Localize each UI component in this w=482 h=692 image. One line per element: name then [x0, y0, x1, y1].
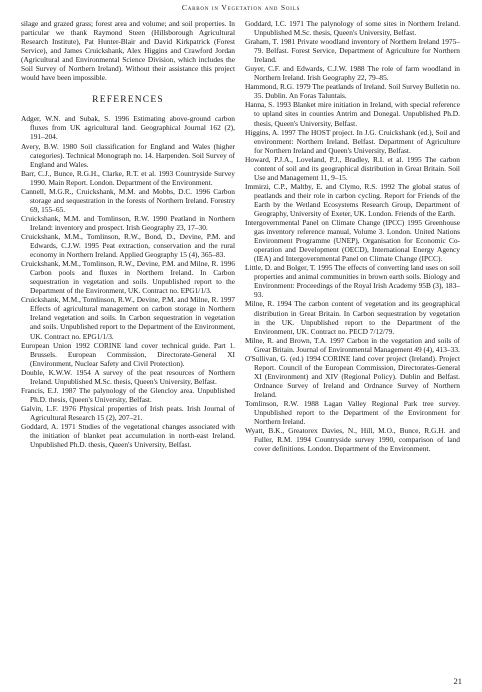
reference-entry: Intergovernmental Panel on Climate Change (IPCC) 1995 Greenhouse gas inventory reference manual, Volume 3. London. United Nations Environment Programme (UNEP), Organisation for Economic Co-operation and Development (OECD), International Energy Agency (IEA) and Intergovernmental Panel on Climate Change (IPCC). [245, 218, 460, 264]
reference-entry: Guyer, C.F. and Edwards, C.J.W. 1988 The role of farm woodland in Northern Ireland. Irish Geography 22, 79–85. [245, 64, 460, 83]
reference-entry: Hammond, R.G. 1979 The peatlands of Ireland. Soil Survey Bulletin no. 35. Dublin. An Foras Taluntais. [245, 82, 460, 101]
reference-entry: O'Sullivan, G. (ed.) 1994 CORINE land cover project (Ireland). Project Report. Council of the European Commission, Directorates-General XI (Environment) and XIV (Regional Policy). Dublin and Belfast. Ordnance Survey of Ireland and Ordnance Survey of Northern Ireland. [245, 353, 460, 399]
reference-entry: Wyatt, B.K., Greatorex Davies, N., Hill, M.O., Bunce, R.G.H. and Fuller, R.M. 1994 Countryside survey 1990, comparison of land cover definitions. London. Department of the Environment. [245, 426, 460, 454]
reference-entry: Little, D. and Bolger, T. 1995 The effects of converting land uses on soil properties and animal communities in brown earth soils. Biology and Environment: Proceedings of the Royal Irish Academy 95B (3), 183–93. [245, 263, 460, 300]
reference-entry: Higgins, A. 1997 The HOST project. In J.G. Cruickshank (ed.), Soil and environment: Northern Ireland. Belfast. Department of Agriculture for Northern Ireland and Queen's University, Belfast. [245, 127, 460, 155]
references-heading: REFERENCES [92, 95, 164, 106]
reference-entry: Avery, B.W. 1980 Soil classification for England and Wales (higher categories). Technical Monograph no. 14. Harpenden. Soil Survey of England and Wales. [21, 141, 235, 169]
reference-entry: Cruickshank, M.M., Tomlinson, R.W., Devine, P.M. and Milne, R. 1996 Carbon pools and fluxes in Northern Ireland. In Carbon sequestration in vegetation and soils. Unpublished report to the Department of the Environment, UK. Contract no. EPG1/1/3. [21, 259, 235, 296]
reference-entry: Cruickshank, M.M., Tomlinson, R.W., Bond, D., Devine, P.M. and Edwards, C.J.W. 1995 Peat extraction, conservation and the rural economy in Northern Ireland. Applied Geography 15 (4), 365–83. [21, 231, 235, 260]
reference-entry: Francis, E.J. 1987 The palynology of the Glencloy area. Unpublished Ph.D. thesis, Queen's University, Belfast. [21, 385, 235, 404]
reference-entry: Howard, P.J.A., Loveland, P.J., Bradley, R.I. et al. 1995 The carbon content of soil and its geographical distribution in Great Britain. Soil Use and Management 11, 9–15. [245, 154, 460, 182]
reference-entry: Barr, C.J., Bunce, R.G.H., Clarke, R.T. et al. 1993 Countryside Survey 1990. Main Report. London. Department of the Environment. [21, 168, 235, 187]
references-list-left [21, 114, 235, 449]
reference-entry: Immirzi, C.P., Maltby, E. and Clymo, R.S. 1992 The global status of peatlands and their role in carbon cycling. Report for Friends of the Earth by the Wetland Ecosystems Research Group, Department of Geography, University of Exeter, UK. London. Friends of the Earth. [245, 181, 460, 218]
reference-entry: Galvin, L.F. 1976 Physical properties of Irish peats. Irish Journal of Agricultural Research 15 (2), 207–21. [21, 403, 235, 422]
reference-entry: Milne, R. 1994 The carbon content of vegetation and its geographical distribution in Great Britain. In Carbon sequestration by vegetation in the UK. Unpublished report to the Department of the Environment, UK. Contract no. PECD 7/12/79. [245, 299, 460, 336]
left-column [21, 19, 235, 449]
reference-entry: Goddard, A. 1971 Studies of the vegetational changes associated with the initiation of blanket peat accumulation in north-east Ireland. Unpublished Ph.D. thesis, Queen's University, Belfast. [21, 421, 235, 450]
acknowledgements-text: silage and grazed grass; forest area and volume; and soil properties. In particular we thank Raymond Steen (Hillsborough Agricultural Research Institute), Pat Hunter-Blair and David Kirkpatrick (Forest Service), and James Cruickshank, Alex Higgins and Crawford Jordan (Agricultural and Environmental Science Division, which includes the Soil Survey of Northern Ireland). Without their assistance this project would have been impossible. [21, 19, 235, 83]
reference-entry: Hanna, S. 1993 Blanket mire initiation in Ireland, with special reference to upland sites in counties Antrim and Donegal. Unpublished Ph.D. thesis, Queen's University, Belfast. [245, 100, 460, 128]
references-list-right [245, 19, 460, 453]
right-column [245, 19, 460, 453]
running-header: Carbon in Vegetation and Soils [181, 3, 301, 12]
reference-entry: Adger, W.N. and Subak, S. 1996 Estimating above-ground carbon fluxes from UK agricultural land. Geographical Journal 162 (2), 191–204. [21, 114, 235, 142]
reference-entry: Milne, R. and Brown, T.A. 1997 Carbon in the vegetation and soils of Great Britain. Journal of Environmental Management 49 (4), 413–33. [245, 335, 460, 354]
page-number: 21 [453, 676, 462, 686]
reference-entry: Cruickshank, M.M. and Tomlinson, R.W. 1990 Peatland in Northern Ireland: inventory and prospect. Irish Geography 23, 17–30. [21, 213, 235, 232]
reference-entry: Graham, T. 1981 Private woodland inventory of Northern Ireland 1975–79. Belfast. Forest Service, Department of Agriculture for Northern Ireland. [245, 37, 460, 65]
reference-entry: Tomlinson, R.W. 1988 Lagan Valley Regional Park tree survey. Unpublished report to the Department of the Environment for Northern Ireland. [245, 398, 460, 427]
reference-entry: Goddard, I.C. 1971 The palynology of some sites in Northern Ireland. Unpublished M.Sc. thesis, Queen's University, Belfast. [245, 19, 460, 38]
reference-entry: Double, K.W.W. 1954 A survey of the peat resources of Northern Ireland. Unpublished M.Sc. thesis, Queen's University, Belfast. [21, 367, 235, 386]
reference-entry: Cannell, M.G.R., Cruickshank, M.M. and Mobbs, D.C. 1996 Carbon storage and sequestration in the forests of Northern Ireland. Forestry 69, 155–65. [21, 186, 235, 214]
reference-entry: Cruickshank, M.M., Tomlinson, R.W., Devine, P.M. and Milne, R. 1997 Effects of agricultural management on carbon storage in Northern Ireland vegetation and soils. In Carbon sequestration in vegetation and soils. Unpublished report to the Department of the Environment, UK. Contract no. EPG1/1/3. [21, 295, 235, 341]
reference-entry: European Union 1992 CORINE land cover technical guide. Part 1. Brussels. European Commission, Directorate-General XI (Environment, Nuclear Safety and Civil Protection). [21, 340, 235, 368]
